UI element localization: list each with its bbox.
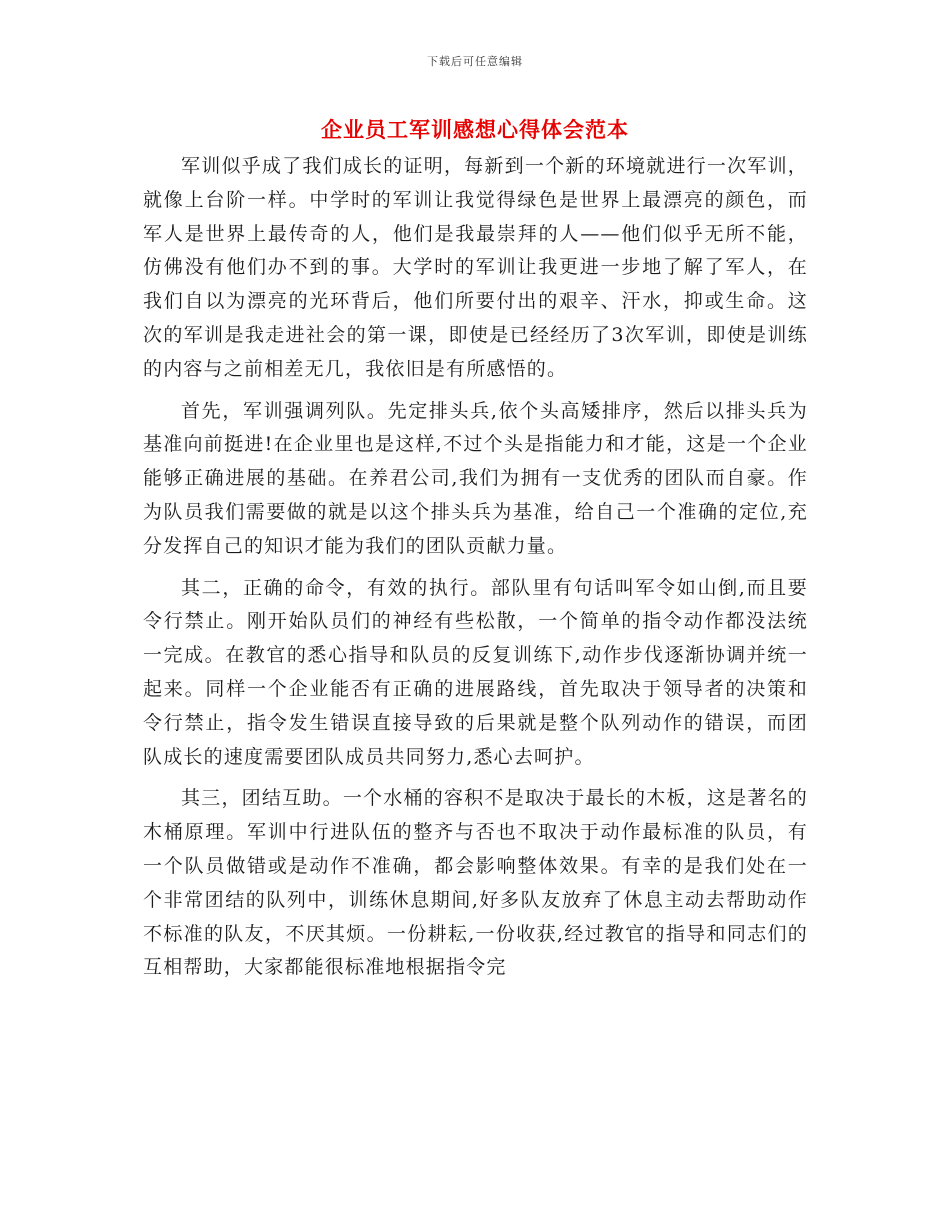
paragraph-3: 其二，正确的命令，有效的执行。部队里有句话叫军令如山倒,而且要令行禁止。刚开始队员们的神经有些松散，一个简单的指令动作都没法统一完成。在教官的悉心指导和队员的反复训练下,动作步伐逐渐协调并统一起来。同样一个企业能否有正确的进展路线，首先取决于领导者的决策和令行禁止，指令发生错误直接导致的后果就是整个队列动作的错误，而团队成长的速度需要团队成员共同努力,悉心去呵护。 [143,576,808,768]
paragraph-2: 首先，军训强调列队。先定排头兵,依个头高矮排序，然后以排头兵为基准向前挺进!在企业里也是这样,不过个头是指能力和才能，这是一个企业能够正确进展的基础。在养君公司,我们为拥有一支优秀的团队而自豪。作为队员我们需要做的就是以这个排头兵为基准，给自己一个准确的定位,充分发挥自己的知识才能为我们的团队贡献力量。 [143,399,808,557]
page-header-note: 下载后可任意编辑 [427,55,523,68]
document-body [143,150,808,993]
paragraph-4: 其三，团结互助。一个水桶的容积不是取决于最长的木板，这是著名的木桶原理。军训中行进队伍的整齐与否也不取决于动作最标准的队员，有一个队员做错或是动作不准确，都会影响整体效果。有幸的是我们处在一个非常团结的队列中，训练休息期间,好多队友放弃了休息主动去帮助动作不标准的队友，不厌其烦。一份耕耘,一份收获,经过教官的指导和同志们的互相帮助，大家都能很标准地根据指令完 [143,787,808,979]
paragraph-1: 军训似乎成了我们成长的证明，每新到一个新的环境就进行一次军训，就像上台阶一样。中学时的军训让我觉得绿色是世界上最漂亮的颜色，而军人是世界上最传奇的人，他们是我最崇拜的人——他们似乎无所不能，仿佛没有他们办不到的事。大学时的军训让我更进一步地了解了军人，在我们自以为漂亮的光环背后，他们所要付出的艰辛、汗水，抑或生命。这次的军训是我走进社会的第一课，即使是已经经历了3次军训，即使是训练的内容与之前相差无几，我依旧是有所感悟的。 [143,155,808,380]
document-title: 企业员工军训感想心得体会范本 [321,118,629,142]
